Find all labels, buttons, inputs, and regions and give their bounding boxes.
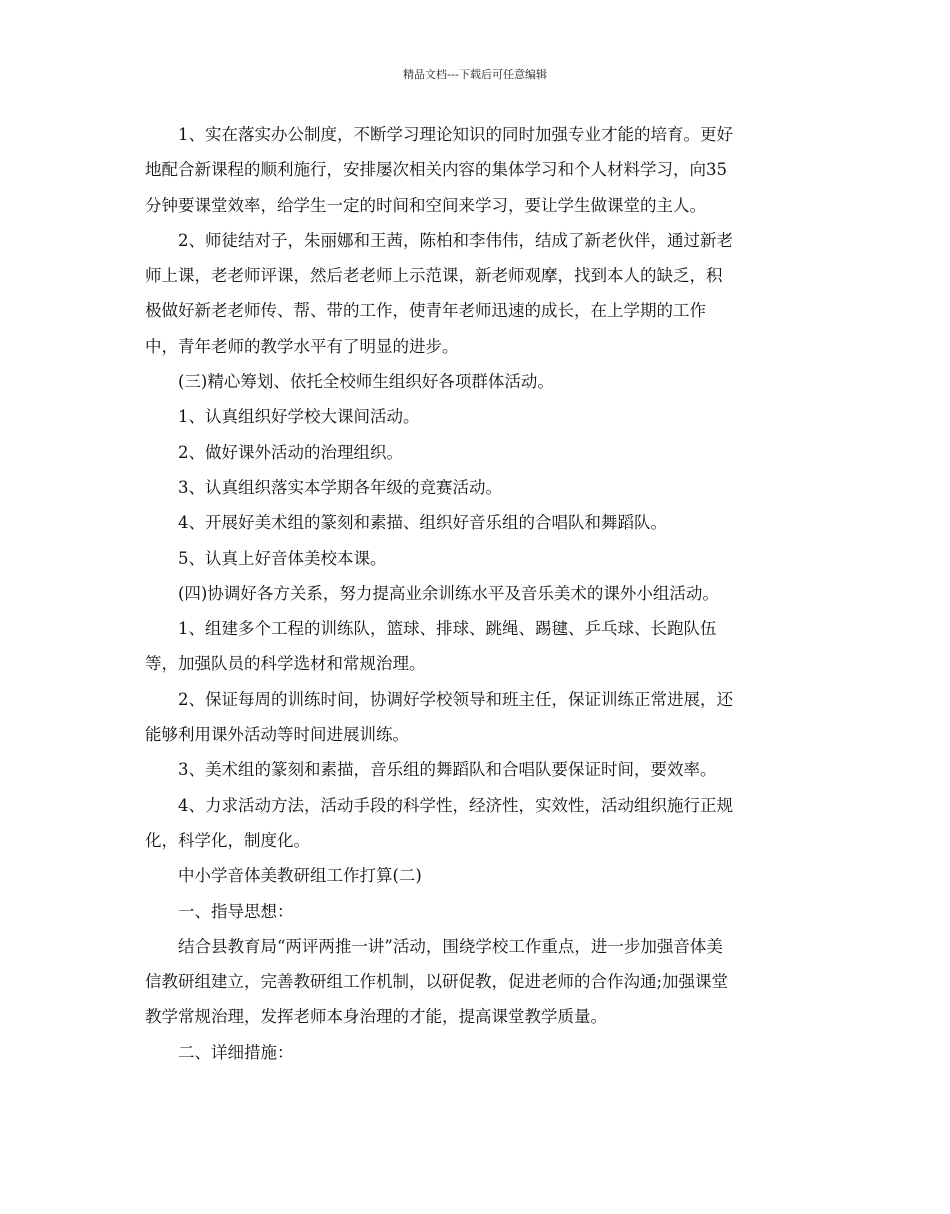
text-line: 1、认真组织好学校大课间活动。 [178,407,420,427]
paragraph [145,682,810,753]
text-line: 3、美术组的篆刻和素描，音乐组的舞蹈队和合唱队要保证时间，要效率。 [178,760,717,780]
paragraph [145,858,810,893]
text-line: 4、开展好美术组的篆刻和素描、组织好音乐组的合唱队和舞蹈队。 [178,513,667,533]
text-line: 二、详细措施： [178,1042,294,1062]
paragraph [145,1035,810,1070]
text-line: 4、力求活动方法，活动手段的科学性，经济性，实效性，活动组织施行正规 [178,795,733,815]
text-line: 5、认真上好音体美校本课。 [178,548,387,568]
document-body [145,117,810,1070]
paragraph [145,223,810,364]
text-line: 中小学音体美教研组工作打算(二) [178,866,422,886]
text-line: 2、师徒结对子，朱丽娜和王茜，陈柏和李伟伟，结成了新老伙伴，通过新老 [178,230,733,250]
paragraph [145,894,810,929]
text-line: 能够利用课外活动等时间进展训练。 [145,725,409,745]
paragraph [145,929,810,1035]
text-line: 2、保证每周的训练时间，协调好学校领导和班主任，保证训练正常进展，还 [178,689,733,709]
text-line: 中，青年老师的教学水平有了明显的进步。 [145,336,459,356]
text-line: 结合县教育局“两评两推一讲”活动，围绕学校工作重点，进一步加强音体美 [178,936,723,956]
text-line: 极做好新老老师传、帮、带的工作，使青年老师迅速的成长，在上学期的工作 [145,301,706,321]
text-line: 1、实在落实办公制度，不断学习理论知识的同时加强专业才能的培育。更好 [178,125,733,144]
paragraph [145,576,810,611]
text-line: 分钟要课堂效率，给学生一定的时间和空间来学习，要让学生做课堂的主人。 [145,195,706,215]
text-line: 一、指导思想： [178,901,294,921]
text-line: 2、做好课外活动的治理组织。 [178,442,403,462]
paragraph [145,788,810,859]
paragraph [145,435,810,470]
text-line: 等，加强队员的科学选材和常规治理。 [145,654,426,674]
paragraph [145,470,810,505]
text-line: 信教研组建立，完善教研组工作机制，以研促教，促进老师的合作沟通;加强课堂 [145,972,729,992]
paragraph [145,541,810,576]
text-line: 师上课，老老师评课，然后老老师上示范课，新老师观摩，找到本人的缺乏，积 [145,266,723,286]
paragraph [145,505,810,540]
text-line: 化，科学化，制度化。 [145,830,310,850]
text-line: (四)协调好各方关系，努力提高业余训练水平及音乐美术的课外小组活动。 [178,583,719,603]
text-line: 教学常规治理，发挥老师本身治理的才能，提高课堂教学质量。 [145,1007,607,1027]
text-line: 地配合新课程的顺利施行，安排屡次相关内容的集体学习和个人材料学习，向35 [145,160,727,180]
text-line: (三)精心筹划、依托全校师生组织好各项群体活动。 [178,372,554,392]
paragraph [145,364,810,399]
paragraph [145,611,810,682]
text-line: 1、组建多个工程的训练队，篮球、排球、跳绳、踢毽、乒乓球、长跑队伍 [178,619,717,639]
paragraph [145,752,810,787]
page-header: 精品文档---下载后可任意编辑 [403,68,547,81]
paragraph [145,117,810,223]
paragraph [145,399,810,434]
text-line: 3、认真组织落实本学期各年级的竞赛活动。 [178,477,502,497]
